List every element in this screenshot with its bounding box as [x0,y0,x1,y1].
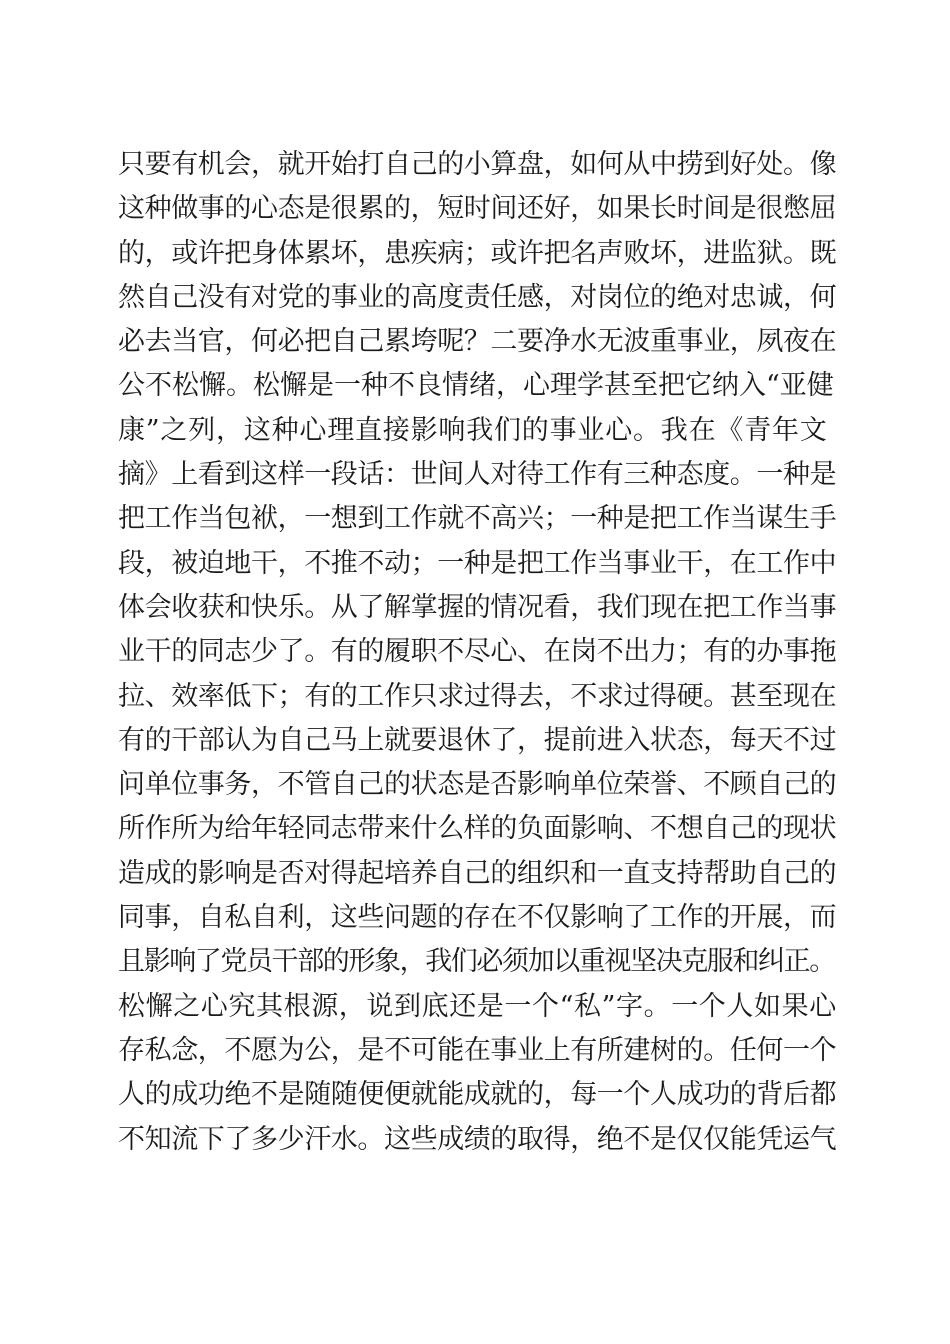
text-line-7: 康”之列，这种心理直接影响我们的事业心。我在《青年文 [118,414,828,446]
text-line-15: 问单位事务，不管自己的状态是否影响单位荣誉、不顾自己的 [118,769,837,801]
text-line-23: 不知流下了多少汗水。这些成绩的取得，绝不是仅仅能凭运气 [118,1123,837,1155]
text-line-3: 的，或许把身体累坏，患疾病；或许把名声败坏，进监狱。既 [118,237,837,269]
text-line-12: 业干的同志少了。有的履职不尽心、在岗不出力；有的办事拖 [118,636,837,668]
body-text [118,143,838,1162]
text-line-11: 体会收获和快乐。从了解掌握的情况看，我们现在把工作当事 [118,591,837,623]
text-line-13: 拉、效率低下；有的工作只求过得去，不求过得硬。甚至现在 [118,680,837,712]
text-line-4: 然自己没有对党的事业的高度责任感，对岗位的绝对忠诚，何 [118,281,837,313]
text-line-10: 段，被迫地干，不推不动；一种是把工作当事业干，在工作中 [118,547,837,579]
text-line-14: 有的干部认为自己马上就要退休了，提前进入状态，每天不过 [118,724,837,756]
text-line-2: 这种做事的心态是很累的，短时间还好，如果长时间是很憋屈 [118,193,837,225]
text-line-21: 存私念，不愿为公，是不可能在事业上有所建树的。任何一个 [118,1034,837,1066]
text-line-18: 同事，自私自利，这些问题的存在不仅影响了工作的开展，而 [118,902,837,934]
text-line-20: 松懈之心究其根源，说到底还是一个“私”字。一个人如果心 [118,990,837,1022]
text-line-8: 摘》上看到这样一段话：世间人对待工作有三种态度。一种是 [118,459,837,491]
text-line-9: 把工作当包袱，一想到工作就不高兴；一种是把工作当谋生手 [118,503,837,535]
text-line-5: 必去当官，何必把自己累垮呢？二要净水无波重事业，夙夜在 [118,326,837,358]
text-line-17: 造成的影响是否对得起培养自己的组织和一直支持帮助自己的 [118,857,837,889]
text-line-22: 人的成功绝不是随随便便就能成就的，每一个人成功的背后都 [118,1079,837,1111]
text-line-16: 所作所为给年轻同志带来什么样的负面影响、不想自己的现状 [118,813,837,845]
text-line-1: 只要有机会，就开始打自己的小算盘，如何从中捞到好处。像 [118,149,837,180]
text-line-6: 公不松懈。松懈是一种不良情绪，心理学甚至把它纳入“亚健 [118,370,834,402]
text-line-19: 且影响了党员干部的形象，我们必须加以重视坚决克服和纠正。 [118,946,835,978]
